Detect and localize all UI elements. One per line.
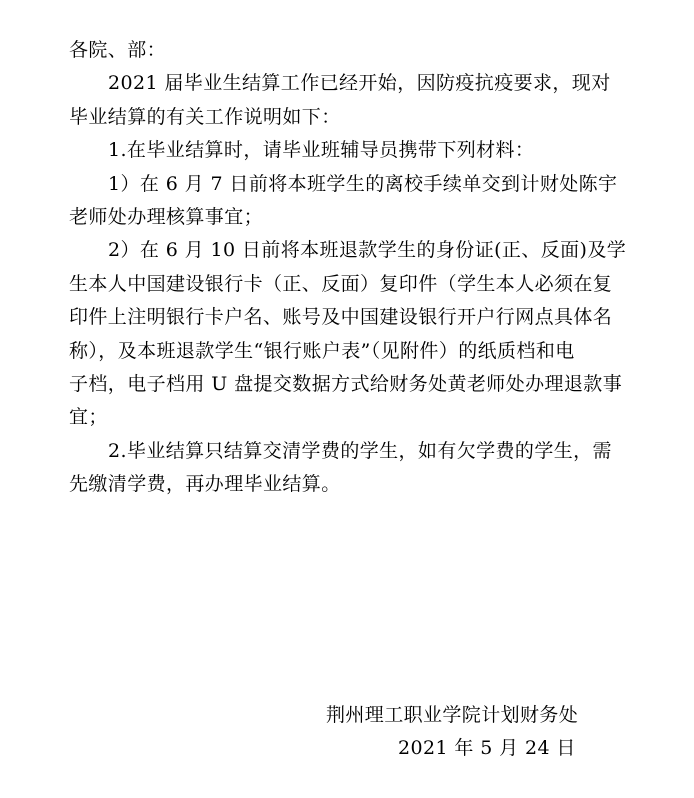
item-1-1-line-1: 1）在 6 月 7 日前将本班学生的离校手续单交到计财处陈宇 — [108, 172, 618, 195]
item-1-2-line-5: 子档，电子档用 U 盘提交数据方式给财务处黄老师处办理退款事 — [69, 372, 623, 395]
item-2-line-1: 2.毕业结算只结算交清学费的学生，如有欠学费的学生，需 — [108, 439, 612, 462]
item-1-heading: 1.在毕业结算时，请毕业班辅导员携带下列材料： — [108, 139, 535, 162]
item-1-2-line-1: 2）在 6 月 10 日前将本班退款学生的身份证(正、反面)及学 — [108, 239, 627, 262]
signature-date: 2021 年 5 月 24 日 — [398, 737, 576, 759]
intro-paragraph-line-1: 2021 届毕业生结算工作已经开始，因防疫抗疫要求，现对 — [108, 72, 611, 95]
salutation: 各院、部： — [69, 39, 167, 61]
item-1-2-line-2: 生本人中国建设银行卡（正、反面）复印件（学生本人必须在复 — [69, 272, 613, 295]
item-1-2-line-4: 称），及本班退款学生“银行账户表”（见附件）的纸质档和电 — [69, 339, 575, 362]
item-1-2-line-3: 印件上注明银行卡户名、账号及中国建设银行开户行网点具体名 — [69, 306, 613, 329]
item-1-2-line-6: 宜； — [69, 406, 108, 429]
signature-organization: 荆州理工职业学院计划财务处 — [326, 704, 579, 726]
notice-body — [69, 34, 627, 501]
item-1-1-line-2: 老师处办理核算事宜； — [69, 205, 264, 228]
item-2-line-2: 先缴清学费，再办理毕业结算。 — [69, 473, 341, 496]
intro-paragraph-line-2: 毕业结算的有关工作说明如下： — [69, 105, 341, 128]
